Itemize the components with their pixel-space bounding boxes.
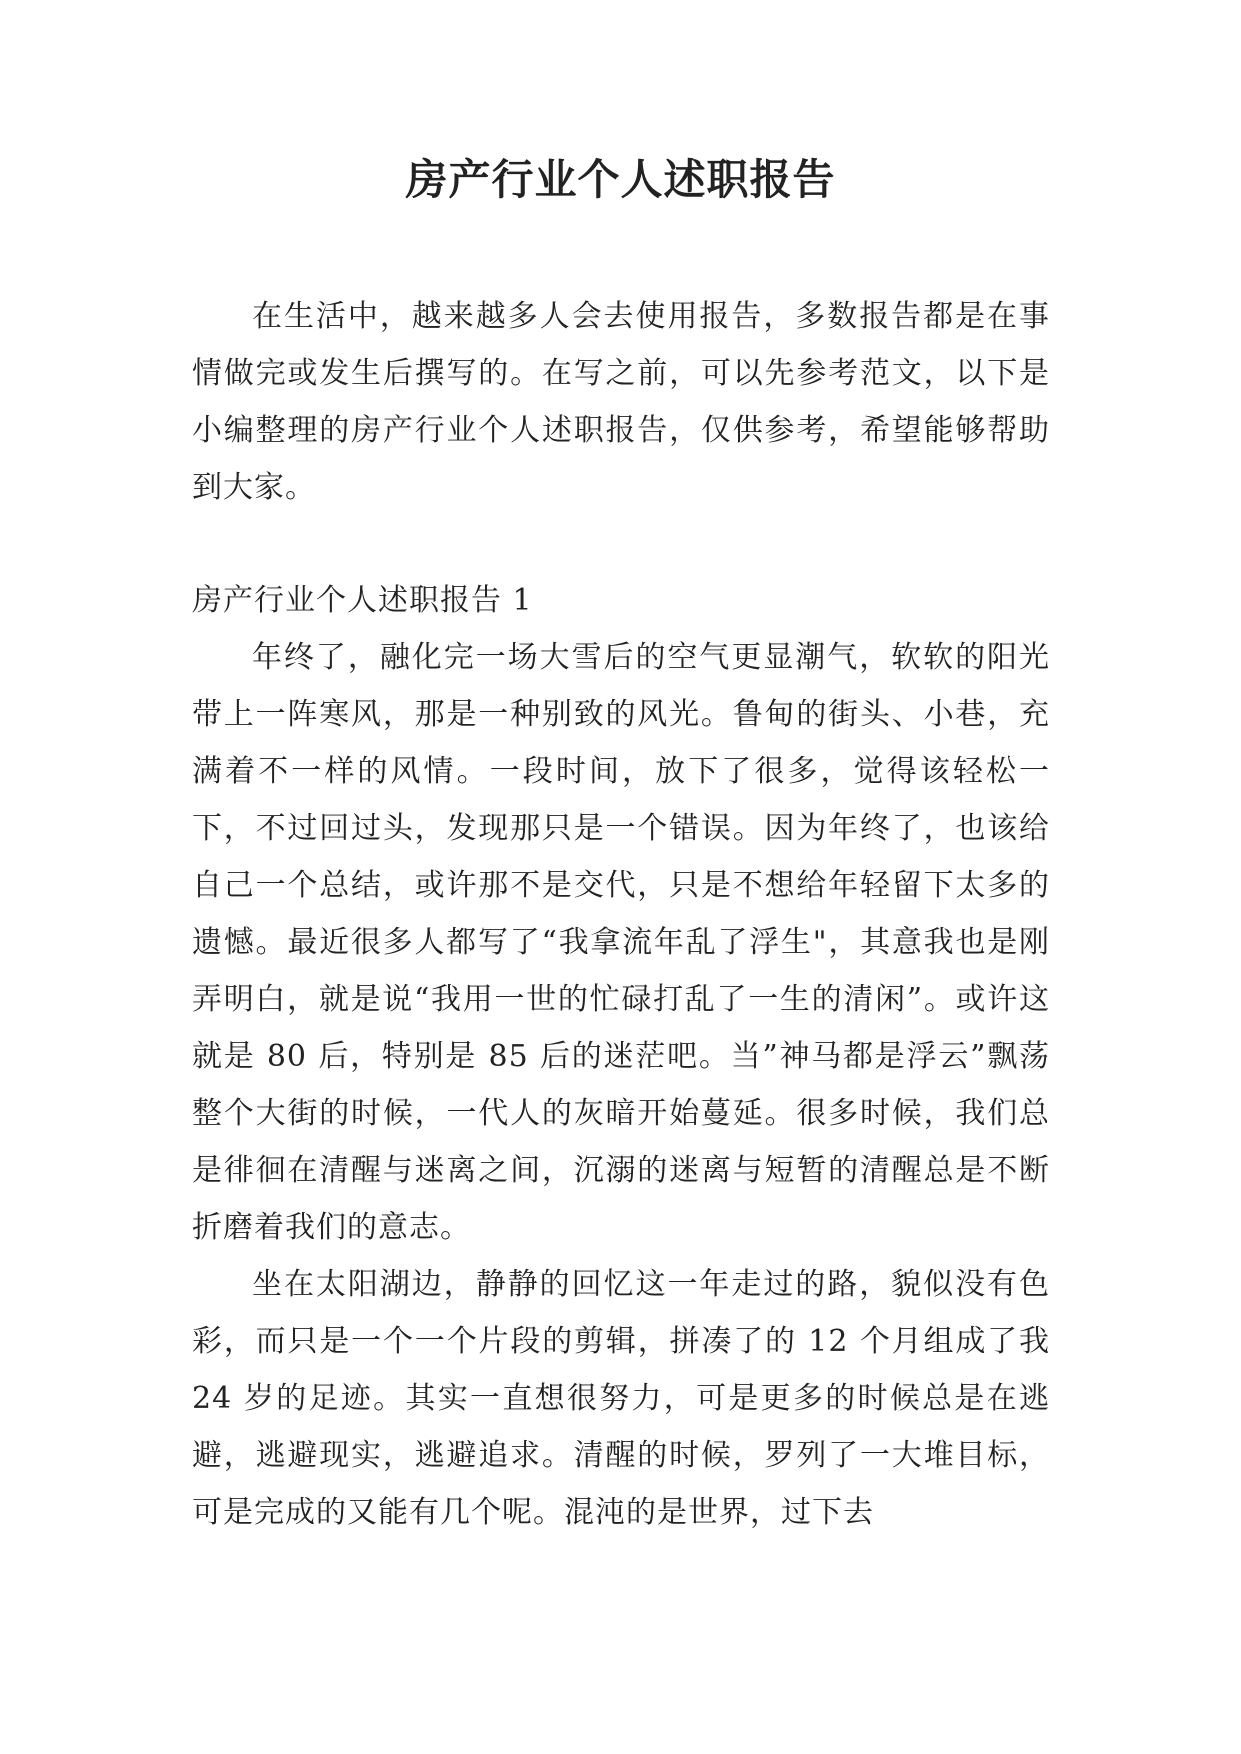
- body-paragraph: 坐在太阳湖边，静静的回忆这一年走过的路，貌似没有色彩，而只是一个一个片段的剪辑，拼凑了的 12 个月组成了我 24 岁的足迹。其实一直想很努力，可是更多的时候总是在逃避，逃避现实，逃避追求。清醒的时候，罗列了一大堆目标，可是完成的又能有几个呢。混沌的是世界，过下去: [192, 1267, 1050, 1530]
- document-title: 房产行业个人述职报告: [405, 155, 836, 204]
- intro-paragraph: 在生活中，越来越多人会去使用报告，多数报告都是在事情做完或发生后撰写的。在写之前，可以先参考范文，以下是小编整理的房产行业个人述职报告，仅供参考，希望能够帮助到大家。: [192, 299, 1050, 505]
- section-heading: 房产行业个人述职报告 1: [192, 583, 533, 618]
- document-body: [192, 288, 1050, 1541]
- body-paragraph: 年终了，融化完一场大雪后的空气更显潮气，软软的阳光带上一阵寒风，那是一种别致的风光。鲁甸的街头、小巷，充满着不一样的风情。一段时间，放下了很多，觉得该轻松一下，不过回过头，发现那只是一个错误。因为年终了，也该给自己一个总结，或许那不是交代，只是不想给年轻留下太多的遗憾。最近很多人都写了“我拿流年乱了浮生"，其意我也是刚弄明白，就是说“我用一世的忙碌打乱了一生的清闲”。或许这就是 80 后，特别是 85 后的迷茫吧。当”神马都是浮云”飘荡整个大街的时候，一代人的灰暗开始蔓延。很多时候，我们总是徘徊在清醒与迷离之间，沉溺的迷离与短暂的清醒总是不断折磨着我们的意志。: [192, 640, 1050, 1245]
- spacer: [192, 516, 1050, 572]
